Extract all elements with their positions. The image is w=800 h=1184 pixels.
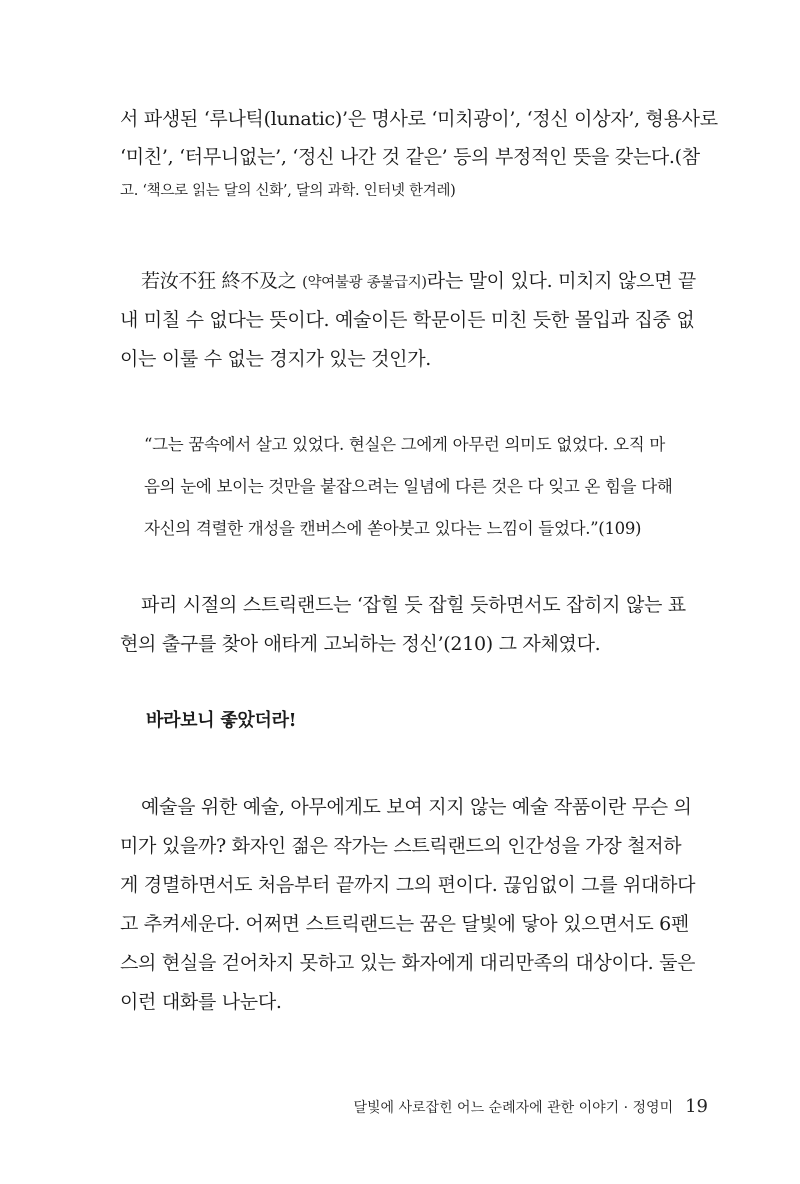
quote-line: 음의 눈에 보이는 것만을 붙잡으려는 일념에 다른 것은 다 잊고 온 힘을 다해 xyxy=(144,477,673,496)
text-line: 서 파생된 ‘루나틱(lunatic)’은 명사로 ‘미치광이’, ‘정신 이상자’, 형용사로 xyxy=(120,108,718,130)
text-line: 이는 이룰 수 없는 경지가 있는 것인가. xyxy=(120,348,431,370)
hanja-phrase: 若汝不狂 終不及之 xyxy=(141,270,297,292)
text-line: 내 미칠 수 없다는 뜻이다. 예술이든 학문이든 미친 듯한 몰입과 집중 없 xyxy=(120,309,695,331)
page-footer xyxy=(353,1096,708,1117)
running-title: 달빛에 사로잡힌 어느 순례자에 관한 이야기 · 정영미 xyxy=(353,1100,674,1116)
text-fragment: 라는 말이 있다. 미치지 않으면 끝 xyxy=(426,270,696,292)
paragraph-art xyxy=(120,788,706,1022)
text-line: 고 추켜세운다. 어쩌면 스트릭랜드는 꿈은 달빛에 닿아 있으면서도 6펜 xyxy=(120,913,689,935)
text-line xyxy=(120,262,706,301)
text-line: 스의 현실을 걷어차지 못하고 있는 화자에게 대리만족의 대상이다. 둘은 xyxy=(120,952,696,974)
text-line: 파리 시절의 스트릭랜드는 ‘잡힐 듯 잡힐 듯하면서도 잡히지 않는 표 xyxy=(141,594,686,616)
paragraph-lunatic xyxy=(120,100,718,206)
quote-line: 자신의 격렬한 개성을 캔버스에 쏟아붓고 있다는 느낌이 들었다.”(109) xyxy=(144,519,642,538)
block-quote xyxy=(144,424,696,550)
text-line: 고. ‘책으로 읽는 달의 신화’, 달의 과학. 인터넷 한겨레) xyxy=(120,183,456,199)
text-line: 게 경멸하면서도 처음부터 끝까지 그의 편이다. 끊임없이 그를 위대하다 xyxy=(120,874,696,896)
quote-line: “그는 꿈속에서 살고 있었다. 현실은 그에게 아무런 의미도 없었다. 오직 마 xyxy=(144,435,666,454)
text-line: 현의 출구를 찾아 애타게 고뇌하는 정신’(210) 그 자체였다. xyxy=(120,633,601,655)
text-line: 예술을 위한 예술, 아무에게도 보여 지지 않는 예술 작품이란 무슨 의 xyxy=(141,796,692,818)
page-number: 19 xyxy=(685,1096,708,1117)
text-line: 이런 대화를 나눈다. xyxy=(120,991,282,1013)
paragraph-paris xyxy=(120,586,706,664)
paragraph-proverb xyxy=(120,262,706,379)
text-line: ‘미친’, ‘터무니없는’, ‘정신 나간 것 같은’ 등의 부정적인 뜻을 갖는다.(참 xyxy=(120,146,700,168)
section-heading: 바라보니 좋았더라! xyxy=(146,710,297,731)
hanja-reading: (약여불광 종불급지) xyxy=(302,275,427,291)
text-line: 미가 있을까? 화자인 젊은 작가는 스트릭랜드의 인간성을 가장 철저하 xyxy=(120,835,682,857)
